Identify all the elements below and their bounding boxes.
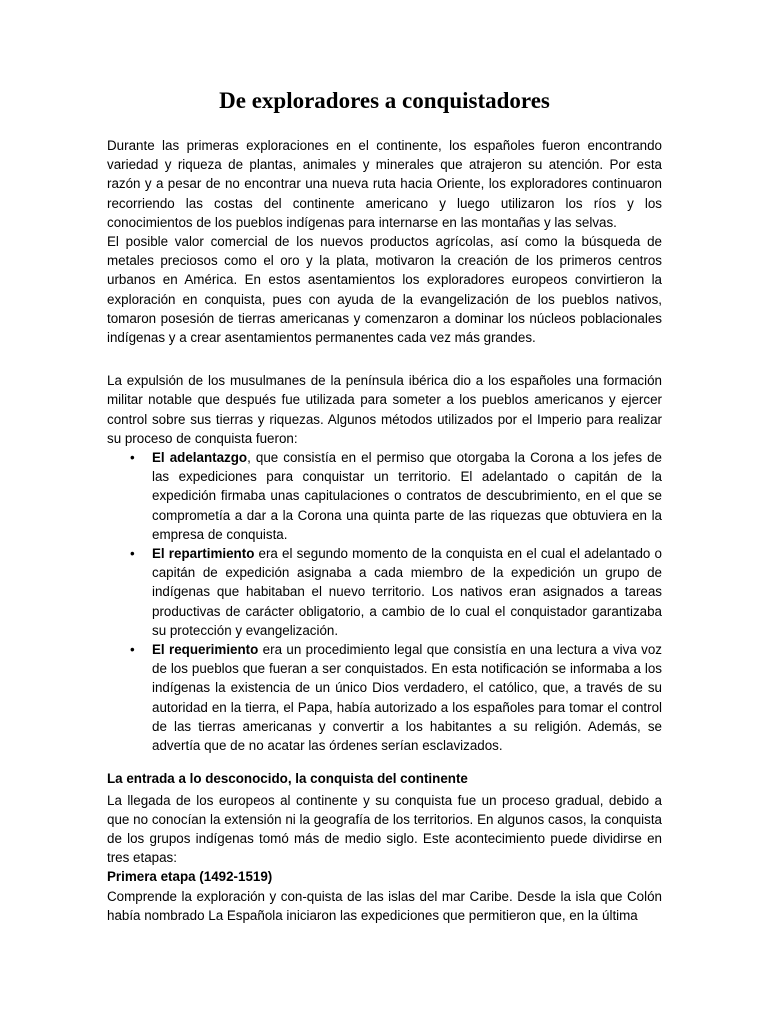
document-title: De exploradores a conquistadores	[219, 88, 550, 113]
method-description: era el segundo momento de la conquista en el cual el adelantado o capitán de expedición asignaba a cada miembro de la expedición un grupo de indígenas que habitaban el nuevo territorio. Los nativos eran asignados a tareas productivas de carácter obligatorio, a cambio de lo cual el conquistador garantizaba su protección y evangelización.	[152, 546, 662, 638]
method-item-requerimiento	[130, 640, 662, 755]
stage-heading: Primera etapa (1492-1519)	[107, 869, 273, 885]
section-paragraph: La llegada de los europeos al continente y su conquista fue un proceso gradual, debido a que no conocían la extensión ni la geografía de los territorios. En algunos casos, la conquista de los grupos indígenas tomó más de medio siglo. Este acontecimiento puede dividirse en tres etapas:	[107, 792, 662, 866]
section-heading: La entrada a lo desconocido, la conquista del continente	[107, 771, 468, 787]
method-description: era un procedimiento legal que consistía en una lectura a viva voz de los pueblos que fueran a ser conquistados. En esta notificación se informaba a los indígenas la existencia de un único Dios verdadero, el católico, que, a través de su autoridad en la tierra, el Papa, había autorizado a los españoles para tomar el control de las tierras americanas y convertir a los habitantes a su religión. Además, se advertía que de no acatar las órdenes serían esclavizados.	[152, 642, 662, 754]
bullet-icon: •	[130, 546, 135, 562]
bullet-icon: •	[130, 450, 135, 466]
paragraph-spacer	[107, 347, 662, 371]
intro-paragraph: Durante las primeras exploraciones en el continente, los españoles fueron encontrando variedad y riqueza de plantas, animales y minerales que atrajeron su atención. Por esta razón y a pesar de no encontrar una nueva ruta hacia Oriente, los exploradores continuaron recorriendo las costas del continente americano y luego utilizaron los ríos y los conocimientos de los pueblos indígenas para internarse en las montañas y las selvas.	[107, 138, 662, 230]
method-term: El adelantazgo	[152, 450, 248, 466]
stage-paragraph: Comprende la exploración y con-quista de las islas del mar Caribe. Desde la isla que Colón había nombrado La Española iniciaron las expediciones que permitieron que, en la última	[107, 888, 662, 923]
method-term: El requerimiento	[152, 642, 259, 658]
conquest-methods-intro: La expulsión de los musulmanes de la península ibérica dio a los españoles una formación militar notable que después fue utilizada para someter a los pueblos americanos y ejercer control sobre sus tierras y riquezas. Algunos métodos utilizados por el Imperio para realizar su proceso de conquista fueron:	[107, 373, 662, 446]
conquest-methods-list	[107, 448, 662, 755]
commercial-value-paragraph: El posible valor comercial de los nuevos productos agrícolas, así como la búsqueda de metales preciosos como el oro y la plata, motivaron la creación de los primeros centros urbanos en América. En estos asentamientos los exploradores europeos convirtieron la exploración en conquista, pues con ayuda de la evangelización de los pueblos nativos, tomaron posesión de tierras americanas y comenzaron a dominar los núcleos poblacionales indígenas y a crear asentamientos permanentes cada vez más grandes.	[107, 234, 662, 346]
method-item-repartimiento	[130, 544, 662, 640]
method-description: , que consistía en el permiso que otorgaba la Corona a los jefes de las expediciones para conquistar un territorio. El adelantado o capitán de la expedición firmaba unas capitulaciones o contratos de descubrimiento, en el que se comprometía a dar a la Corona una quinta parte de las riquezas que obtuviera en la empresa de conquista.	[152, 450, 662, 542]
method-term: El repartimiento	[152, 546, 255, 562]
document-page	[107, 86, 662, 925]
method-item-adelantazgo	[130, 448, 662, 544]
bullet-icon: •	[130, 642, 135, 658]
